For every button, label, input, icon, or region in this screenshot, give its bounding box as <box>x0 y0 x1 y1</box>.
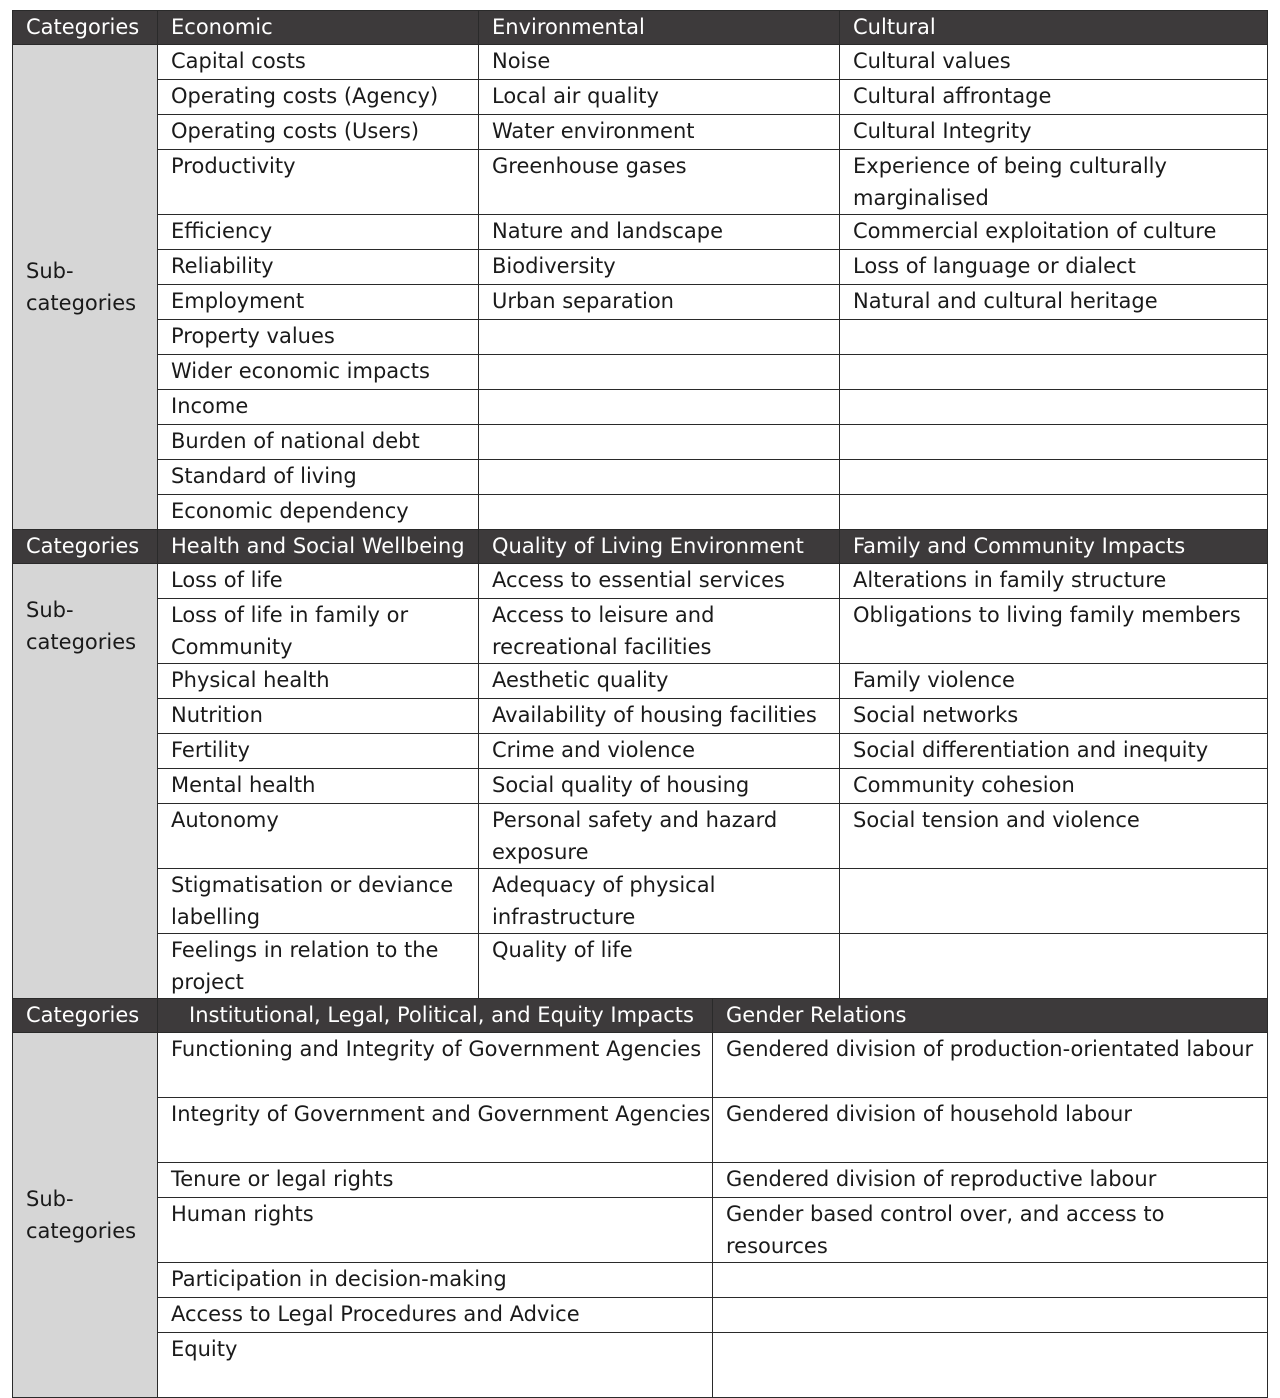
table-row <box>13 1163 1268 1198</box>
sub-label-line2: categories <box>26 630 137 654</box>
cell <box>840 460 1268 495</box>
table-row <box>13 734 1268 769</box>
table-row <box>13 1098 1268 1163</box>
table-row <box>13 599 1268 664</box>
cell: Employment <box>158 285 479 320</box>
cell: Reliability <box>158 250 479 285</box>
sub-label-line2: categories <box>26 291 137 315</box>
cell: Availability of housing facilities <box>479 699 840 734</box>
cell: Human rights <box>158 1198 713 1263</box>
cell: Nature and landscape <box>479 215 840 250</box>
cell: Family violence <box>840 664 1268 699</box>
cell <box>479 320 840 355</box>
cell: Water environment <box>479 115 840 150</box>
cell: Personal safety and hazard exposure <box>479 804 840 869</box>
cell: Loss of life in family or Community <box>158 599 479 664</box>
cell: Nutrition <box>158 699 479 734</box>
cell: Obligations to living family members <box>840 599 1268 664</box>
table-row <box>13 564 1268 599</box>
section3-header-row <box>13 999 1268 1033</box>
cell: Operating costs (Agency) <box>158 80 479 115</box>
cell: Efficiency <box>158 215 479 250</box>
section1-header-row <box>13 11 1268 45</box>
cell: Cultural Integrity <box>840 115 1268 150</box>
cell <box>479 425 840 460</box>
section3-categories-label: Categories <box>13 999 158 1033</box>
section1-header-economic: Economic <box>158 11 479 45</box>
cell: Quality of life <box>479 934 840 999</box>
table-row <box>13 355 1268 390</box>
table-row <box>13 699 1268 734</box>
impact-categories-table <box>12 10 1268 1398</box>
cell: Cultural values <box>840 45 1268 80</box>
cell: Economic dependency <box>158 495 479 530</box>
cell <box>840 390 1268 425</box>
section1-header-environmental: Environmental <box>479 11 840 45</box>
cell: Adequacy of physical infrastructure <box>479 869 840 934</box>
cell: Crime and violence <box>479 734 840 769</box>
section2-header-health: Health and Social Wellbeing <box>158 530 479 564</box>
table-row <box>13 769 1268 804</box>
cell: Local air quality <box>479 80 840 115</box>
cell: Social differentiation and inequity <box>840 734 1268 769</box>
table-row <box>13 1298 1268 1333</box>
table-row <box>13 495 1268 530</box>
section2-header-family-community: Family and Community Impacts <box>840 530 1268 564</box>
cell: Wider economic impacts <box>158 355 479 390</box>
cell: Social tension and violence <box>840 804 1268 869</box>
section2-header-living-environment: Quality of Living Environment <box>479 530 840 564</box>
cell: Access to Legal Procedures and Advice <box>158 1298 713 1333</box>
cell: Standard of living <box>158 460 479 495</box>
cell: Social quality of housing <box>479 769 840 804</box>
table-row <box>13 45 1268 80</box>
cell: Autonomy <box>158 804 479 869</box>
table-row <box>13 869 1268 934</box>
table-row <box>13 320 1268 355</box>
section2-categories-label: Categories <box>13 530 158 564</box>
cell: Access to essential services <box>479 564 840 599</box>
table-row <box>13 80 1268 115</box>
cell: Tenure or legal rights <box>158 1163 713 1198</box>
section1-header-cultural: Cultural <box>840 11 1268 45</box>
section1-categories-label: Categories <box>13 11 158 45</box>
cell: Access to leisure and recreational facilities <box>479 599 840 664</box>
cell: Community cohesion <box>840 769 1268 804</box>
cell: Capital costs <box>158 45 479 80</box>
cell: Functioning and Integrity of Government Agencies <box>158 1033 713 1098</box>
table-row <box>13 1198 1268 1263</box>
table-row <box>13 934 1268 999</box>
cell: Alterations in family structure <box>840 564 1268 599</box>
sub-label-line2: categories <box>26 1219 137 1243</box>
cell: Biodiversity <box>479 250 840 285</box>
cell <box>840 425 1268 460</box>
cell: Gendered division of production-orientated labour <box>713 1033 1268 1098</box>
cell: Property values <box>158 320 479 355</box>
table-row <box>13 390 1268 425</box>
cell <box>479 390 840 425</box>
sub-label-line1: Sub- <box>26 259 74 283</box>
cell: Stigmatisation or deviance labelling <box>158 869 479 934</box>
cell <box>713 1263 1268 1298</box>
cell: Commercial exploitation of culture <box>840 215 1268 250</box>
table-row <box>13 425 1268 460</box>
table-row <box>13 804 1268 869</box>
cell <box>713 1298 1268 1333</box>
cell: Burden of national debt <box>158 425 479 460</box>
section2-subcategories-label <box>13 564 158 999</box>
table-row <box>13 1263 1268 1298</box>
section3-header-institutional: Institutional, Legal, Political, and Equity Impacts <box>158 999 713 1033</box>
cell: Urban separation <box>479 285 840 320</box>
sub-label-line1: Sub- <box>26 598 74 622</box>
table-row <box>13 285 1268 320</box>
cell <box>840 355 1268 390</box>
cell: Feelings in relation to the project <box>158 934 479 999</box>
cell: Income <box>158 390 479 425</box>
cell: Natural and cultural heritage <box>840 285 1268 320</box>
cell: Gendered division of household labour <box>713 1098 1268 1163</box>
table-row <box>13 460 1268 495</box>
section2-header-row <box>13 530 1268 564</box>
cell: Aesthetic quality <box>479 664 840 699</box>
cell: Loss of language or dialect <box>840 250 1268 285</box>
table-row <box>13 664 1268 699</box>
cell: Participation in decision-making <box>158 1263 713 1298</box>
cell: Greenhouse gases <box>479 150 840 215</box>
table-row <box>13 150 1268 215</box>
table-row <box>13 215 1268 250</box>
cell <box>479 355 840 390</box>
cell: Mental health <box>158 769 479 804</box>
table-row <box>13 1333 1268 1398</box>
cell <box>713 1333 1268 1398</box>
cell: Cultural affrontage <box>840 80 1268 115</box>
cell: Gender based control over, and access to resources <box>713 1198 1268 1263</box>
table-row <box>13 115 1268 150</box>
section3-subcategories-label <box>13 1033 158 1398</box>
cell <box>479 495 840 530</box>
sub-label-line1: Sub- <box>26 1187 74 1211</box>
cell: Physical health <box>158 664 479 699</box>
cell <box>840 320 1268 355</box>
section3-header-gender: Gender Relations <box>713 999 1268 1033</box>
cell: Noise <box>479 45 840 80</box>
section1-subcategories-label <box>13 45 158 530</box>
cell <box>840 869 1268 934</box>
table-row <box>13 1033 1268 1098</box>
cell: Gendered division of reproductive labour <box>713 1163 1268 1198</box>
cell: Productivity <box>158 150 479 215</box>
cell: Integrity of Government and Government Agencies <box>158 1098 713 1163</box>
cell: Equity <box>158 1333 713 1398</box>
cell: Loss of life <box>158 564 479 599</box>
cell <box>479 460 840 495</box>
table-row <box>13 250 1268 285</box>
cell: Social networks <box>840 699 1268 734</box>
cell: Experience of being culturally marginalised <box>840 150 1268 215</box>
cell: Operating costs (Users) <box>158 115 479 150</box>
cell: Fertility <box>158 734 479 769</box>
cell <box>840 934 1268 999</box>
cell <box>840 495 1268 530</box>
